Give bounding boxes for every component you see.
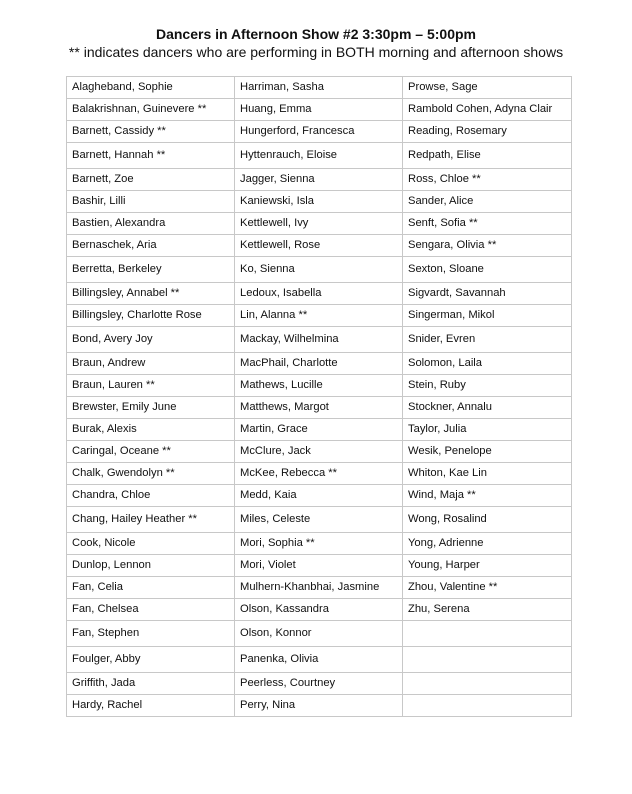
dancer-name-cell: Mulhern-Khanbhai, Jasmine [235, 577, 403, 599]
dancer-name-cell: Hardy, Rachel [67, 695, 235, 717]
dancer-name-cell: Mathews, Lucille [235, 375, 403, 397]
dancer-name-cell: Solomon, Laila [403, 353, 572, 375]
dancer-name-cell: Wind, Maja ** [403, 485, 572, 507]
document-title: Dancers in Afternoon Show #2 3:30pm – 5:00pm [155, 26, 476, 42]
dancer-name-cell: Rambold Cohen, Adyna Clair [403, 99, 572, 121]
dancer-name-cell: Barnett, Cassidy ** [67, 121, 235, 143]
table-row [67, 647, 572, 673]
dancer-name-cell: Bastien, Alexandra [67, 213, 235, 235]
table-row [67, 673, 572, 695]
dancer-name-cell: Stein, Ruby [403, 375, 572, 397]
table-row [67, 397, 572, 419]
table-row [67, 283, 572, 305]
document-subtitle: ** indicates dancers who are performing in BOTH morning and afternoon shows [68, 44, 564, 60]
dancer-name-cell [403, 621, 572, 647]
dancer-name-cell: Taylor, Julia [403, 419, 572, 441]
table-row [67, 507, 572, 533]
dancer-name-cell: Barnett, Zoe [67, 169, 235, 191]
table-row [67, 599, 572, 621]
dancer-name-cell: Miles, Celeste [235, 507, 403, 533]
dancer-name-cell: Ko, Sienna [235, 257, 403, 283]
dancer-name-cell: Foulger, Abby [67, 647, 235, 673]
dancer-name-cell: Panenka, Olivia [235, 647, 403, 673]
dancer-name-cell: Alagheband, Sophie [67, 77, 235, 99]
dancer-name-cell: Olson, Konnor [235, 621, 403, 647]
dancer-name-cell: Bernaschek, Aria [67, 235, 235, 257]
dancer-name-cell: Wesik, Penelope [403, 441, 572, 463]
dancer-name-cell: Mori, Violet [235, 555, 403, 577]
dancer-name-cell: Griffith, Jada [67, 673, 235, 695]
dancer-name-cell: Sexton, Sloane [403, 257, 572, 283]
dancer-name-cell: Dunlop, Lennon [67, 555, 235, 577]
dancer-name-cell: Caringal, Oceane ** [67, 441, 235, 463]
dancer-name-cell: Sander, Alice [403, 191, 572, 213]
table-row [67, 621, 572, 647]
dancer-name-cell: Snider, Evren [403, 327, 572, 353]
dancer-name-cell: Billingsley, Charlotte Rose [67, 305, 235, 327]
table-row [67, 143, 572, 169]
dancer-name-cell: Medd, Kaia [235, 485, 403, 507]
dancer-name-cell: Chandra, Chloe [67, 485, 235, 507]
dancer-name-cell: Peerless, Courtney [235, 673, 403, 695]
dancer-name-cell: Sengara, Olivia ** [403, 235, 572, 257]
table-row [67, 235, 572, 257]
dancer-name-cell [403, 695, 572, 717]
table-row [67, 463, 572, 485]
dancer-name-cell: Kettlewell, Ivy [235, 213, 403, 235]
dancer-name-cell: Prowse, Sage [403, 77, 572, 99]
dancer-name-cell: Bond, Avery Joy [67, 327, 235, 353]
table-row [67, 305, 572, 327]
dancer-name-cell: Olson, Kassandra [235, 599, 403, 621]
table-row [67, 695, 572, 717]
dancer-name-cell: Stockner, Annalu [403, 397, 572, 419]
dancer-name-cell: Young, Harper [403, 555, 572, 577]
dancer-name-cell: Whiton, Kae Lin [403, 463, 572, 485]
dancer-name-cell: Braun, Andrew [67, 353, 235, 375]
table-row [67, 327, 572, 353]
dancer-name-cell: Ross, Chloe ** [403, 169, 572, 191]
dancer-name-cell: Lin, Alanna ** [235, 305, 403, 327]
dancer-name-cell: Mackay, Wilhelmina [235, 327, 403, 353]
dancer-name-cell: MacPhail, Charlotte [235, 353, 403, 375]
dancer-name-cell: Fan, Stephen [67, 621, 235, 647]
table-row [67, 99, 572, 121]
dancer-name-cell: Chalk, Gwendolyn ** [67, 463, 235, 485]
dancer-name-cell: McKee, Rebecca ** [235, 463, 403, 485]
table-row [67, 257, 572, 283]
dancer-name-cell: Martin, Grace [235, 419, 403, 441]
dancer-name-cell: Hyttenrauch, Eloise [235, 143, 403, 169]
dancer-name-cell: Yong, Adrienne [403, 533, 572, 555]
dancer-name-cell: Perry, Nina [235, 695, 403, 717]
dancer-name-cell: Mori, Sophia ** [235, 533, 403, 555]
dancer-name-cell: Jagger, Sienna [235, 169, 403, 191]
dancer-name-cell: Wong, Rosalind [403, 507, 572, 533]
dancer-name-cell: Reading, Rosemary [403, 121, 572, 143]
dancer-name-cell: Zhu, Serena [403, 599, 572, 621]
dancer-name-cell: Berretta, Berkeley [67, 257, 235, 283]
dancer-name-cell: Sigvardt, Savannah [403, 283, 572, 305]
dancer-name-cell: Harriman, Sasha [235, 77, 403, 99]
table-row [67, 353, 572, 375]
table-row [67, 213, 572, 235]
table-row [67, 121, 572, 143]
dancer-name-cell: Burak, Alexis [67, 419, 235, 441]
dancer-name-cell: Redpath, Elise [403, 143, 572, 169]
dancer-name-cell: Kaniewski, Isla [235, 191, 403, 213]
dancer-name-cell: Barnett, Hannah ** [67, 143, 235, 169]
dancer-name-cell: Bashir, Lilli [67, 191, 235, 213]
dancer-name-cell [403, 647, 572, 673]
table-row [67, 375, 572, 397]
dancer-name-cell: Billingsley, Annabel ** [67, 283, 235, 305]
table-row [67, 485, 572, 507]
dancer-name-cell: Zhou, Valentine ** [403, 577, 572, 599]
table-row [67, 577, 572, 599]
table-row [67, 555, 572, 577]
dancer-name-cell: Cook, Nicole [67, 533, 235, 555]
dancer-name-cell: Fan, Chelsea [67, 599, 235, 621]
dancer-name-cell: Chang, Hailey Heather ** [67, 507, 235, 533]
dancer-name-cell [403, 673, 572, 695]
dancer-name-cell: Ledoux, Isabella [235, 283, 403, 305]
dancer-name-cell: Huang, Emma [235, 99, 403, 121]
dancer-name-cell: Brewster, Emily June [67, 397, 235, 419]
dancer-name-cell: Singerman, Mikol [403, 305, 572, 327]
table-row [67, 191, 572, 213]
dancer-roster-table [66, 76, 572, 717]
dancer-name-cell: McClure, Jack [235, 441, 403, 463]
dancer-name-cell: Balakrishnan, Guinevere ** [67, 99, 235, 121]
table-row [67, 77, 572, 99]
table-row [67, 169, 572, 191]
dancer-name-cell: Hungerford, Francesca [235, 121, 403, 143]
dancer-name-cell: Senft, Sofia ** [403, 213, 572, 235]
dancer-name-cell: Matthews, Margot [235, 397, 403, 419]
table-row [67, 419, 572, 441]
dancer-name-cell: Fan, Celia [67, 577, 235, 599]
dancer-name-cell: Braun, Lauren ** [67, 375, 235, 397]
table-row [67, 533, 572, 555]
dancer-name-cell: Kettlewell, Rose [235, 235, 403, 257]
table-row [67, 441, 572, 463]
